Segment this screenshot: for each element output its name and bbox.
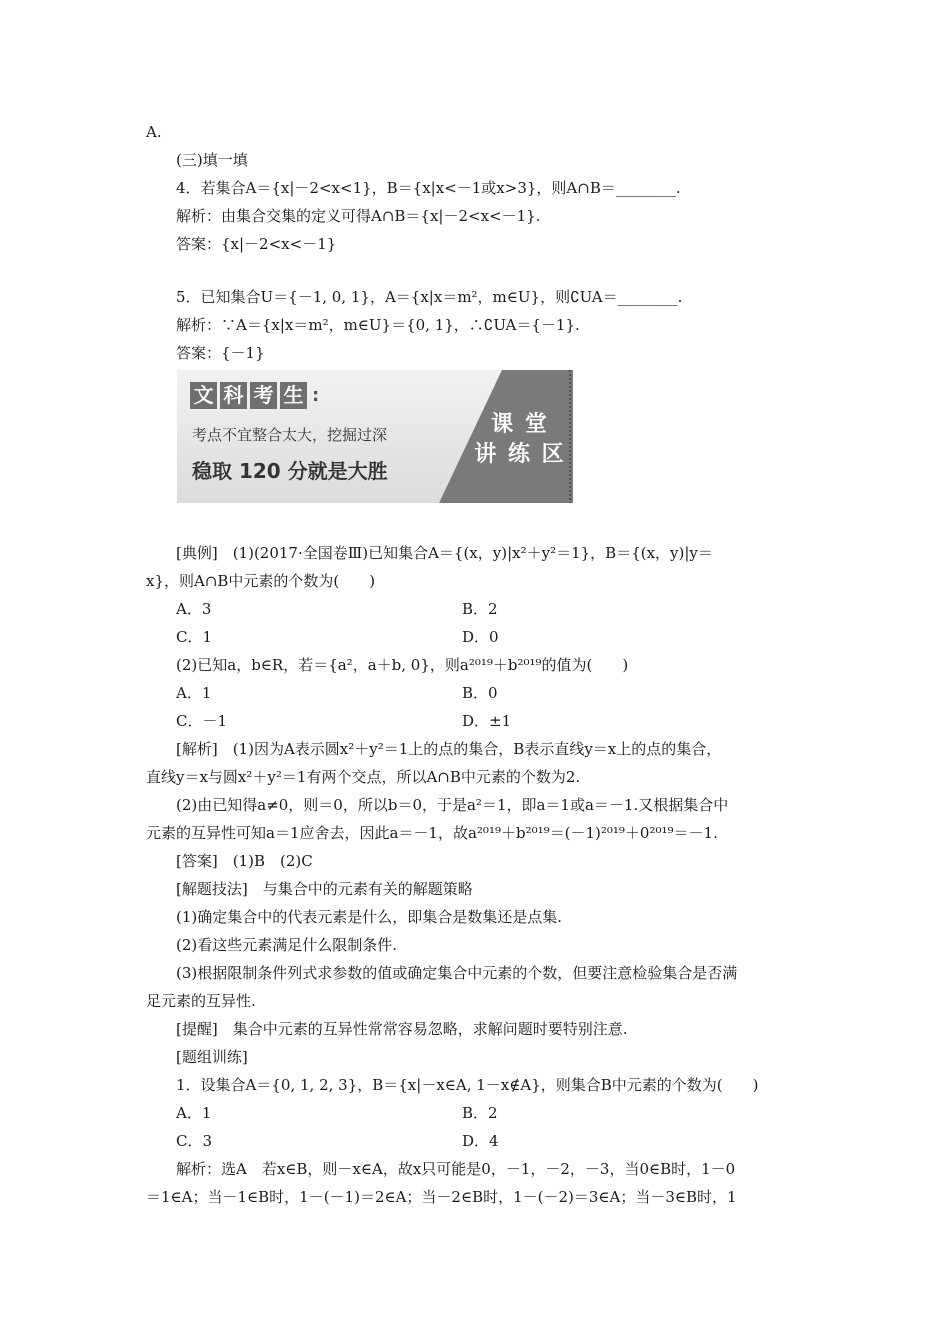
- banner-subtitle: 考点不宜整合太大，挖掘过深: [192, 426, 388, 444]
- method-heading: [解题技法] 与集合中的元素有关的解题策略: [176, 880, 473, 898]
- option-c: C．3: [176, 1132, 213, 1150]
- practice-analysis-cont: ＝1∈A；当－1∈B时，1－(－1)＝2∈A；当－2∈B时，1－(－2)＝3∈A；当－3∈B时，1: [146, 1188, 737, 1206]
- practice-question-1: 1．设集合A＝{0, 1, 2, 3}，B＝{x|－x∈A, 1－x∉A}，则集合B中元素的个数为( ): [176, 1076, 759, 1094]
- practice-heading: [题组训练]: [176, 1048, 248, 1066]
- banner-side-line: 讲 练 区: [474, 442, 566, 467]
- banner-tag-colon: :: [312, 385, 320, 406]
- banner-tag-char: 考: [250, 382, 277, 409]
- method-line: (2)看这些元素满足什么限制条件.: [176, 936, 398, 954]
- question-4: 4．若集合A＝{x|－2<x<1}，B＝{x|x<－1或x>3}，则A∩B＝________.: [176, 179, 681, 197]
- option-d: D．4: [462, 1132, 499, 1150]
- method-line: (1)确定集合中的代表元素是什么，即集合是数集还是点集.: [176, 908, 563, 926]
- solution-line: (2)由已知得a≠0，则＝0，所以b＝0，于是a²＝1，即a＝1或a＝－1.又根据集合中: [176, 796, 729, 814]
- banner-tag-char: 科: [220, 382, 247, 409]
- solution-line: 元素的互异性可知a＝1应舍去，因此a＝－1，故a²⁰¹⁹＋b²⁰¹⁹＝(－1)²⁰¹⁹＋0²⁰¹⁹＝－1.: [146, 824, 718, 842]
- example-question-1: [典例] (1)(2017·全国卷Ⅲ)已知集合A＝{(x，y)|x²＋y²＝1}，B＝{(x，y)|y＝: [176, 544, 713, 562]
- example-question-2: (2)已知a，b∈R，若＝{a²，a＋b, 0}，则a²⁰¹⁹＋b²⁰¹⁹的值为( ): [176, 656, 629, 674]
- option-a: A．3: [176, 600, 212, 618]
- option-b: B．2: [462, 600, 498, 618]
- banner-side-label: [474, 410, 566, 470]
- banner-main-text: 稳取 120 分就是大胜: [192, 459, 388, 483]
- option-d: D．0: [462, 628, 499, 646]
- option-b: B．0: [462, 684, 498, 702]
- text-line: A.: [146, 123, 162, 141]
- analysis-4: 解析：由集合交集的定义可得A∩B＝{x|－2<x<－1}.: [176, 207, 541, 225]
- solution-line: [解析] (1)因为A表示圆x²＋y²＝1上的点的集合，B表示直线y＝x上的点的集合，: [176, 740, 722, 758]
- option-b: B．2: [462, 1104, 498, 1122]
- option-c: C．－1: [176, 712, 228, 730]
- answer-4: 答案：{x|－2<x<－1}: [176, 235, 337, 253]
- answer-line: [答案] (1)B (2)C: [176, 852, 313, 870]
- method-line: (3)根据限制条件列式求参数的值或确定集合中元素的个数，但要注意检验集合是否满: [176, 964, 738, 982]
- answer-5: 答案：{－1}: [176, 344, 265, 362]
- banner-side-line: 课 堂: [491, 412, 549, 437]
- banner-tag-char: 生: [280, 382, 307, 409]
- method-line: 足元素的互异性.: [146, 992, 256, 1010]
- option-c: C．1: [176, 628, 213, 646]
- option-d: D．±1: [462, 712, 512, 730]
- banner-tag: [190, 382, 319, 409]
- practice-analysis: 解析：选A 若x∈B，则－x∈A，故x只可能是0，－1，－2，－3，当0∈B时，1－0: [176, 1160, 736, 1178]
- option-a: A．1: [176, 1104, 212, 1122]
- question-5: 5．已知集合U＝{－1, 0, 1}，A＝{x|x＝m²，m∈U}，则∁UA＝________.: [176, 288, 683, 306]
- example-question-1-cont: x}，则A∩B中元素的个数为( ): [146, 572, 376, 590]
- section-heading: (三)填一填: [176, 151, 248, 169]
- banner-tag-char: 文: [190, 382, 217, 409]
- analysis-5: 解析：∵A＝{x|x＝m²，m∈U}＝{0, 1}，∴∁UA＝{－1}.: [176, 316, 580, 334]
- reminder-line: [提醒] 集合中元素的互异性常常容易忽略，求解问题时要特别注意.: [176, 1020, 628, 1038]
- option-a: A．1: [176, 684, 212, 702]
- solution-line: 直线y＝x与圆x²＋y²＝1有两个交点，所以A∩B中元素的个数为2.: [146, 768, 581, 786]
